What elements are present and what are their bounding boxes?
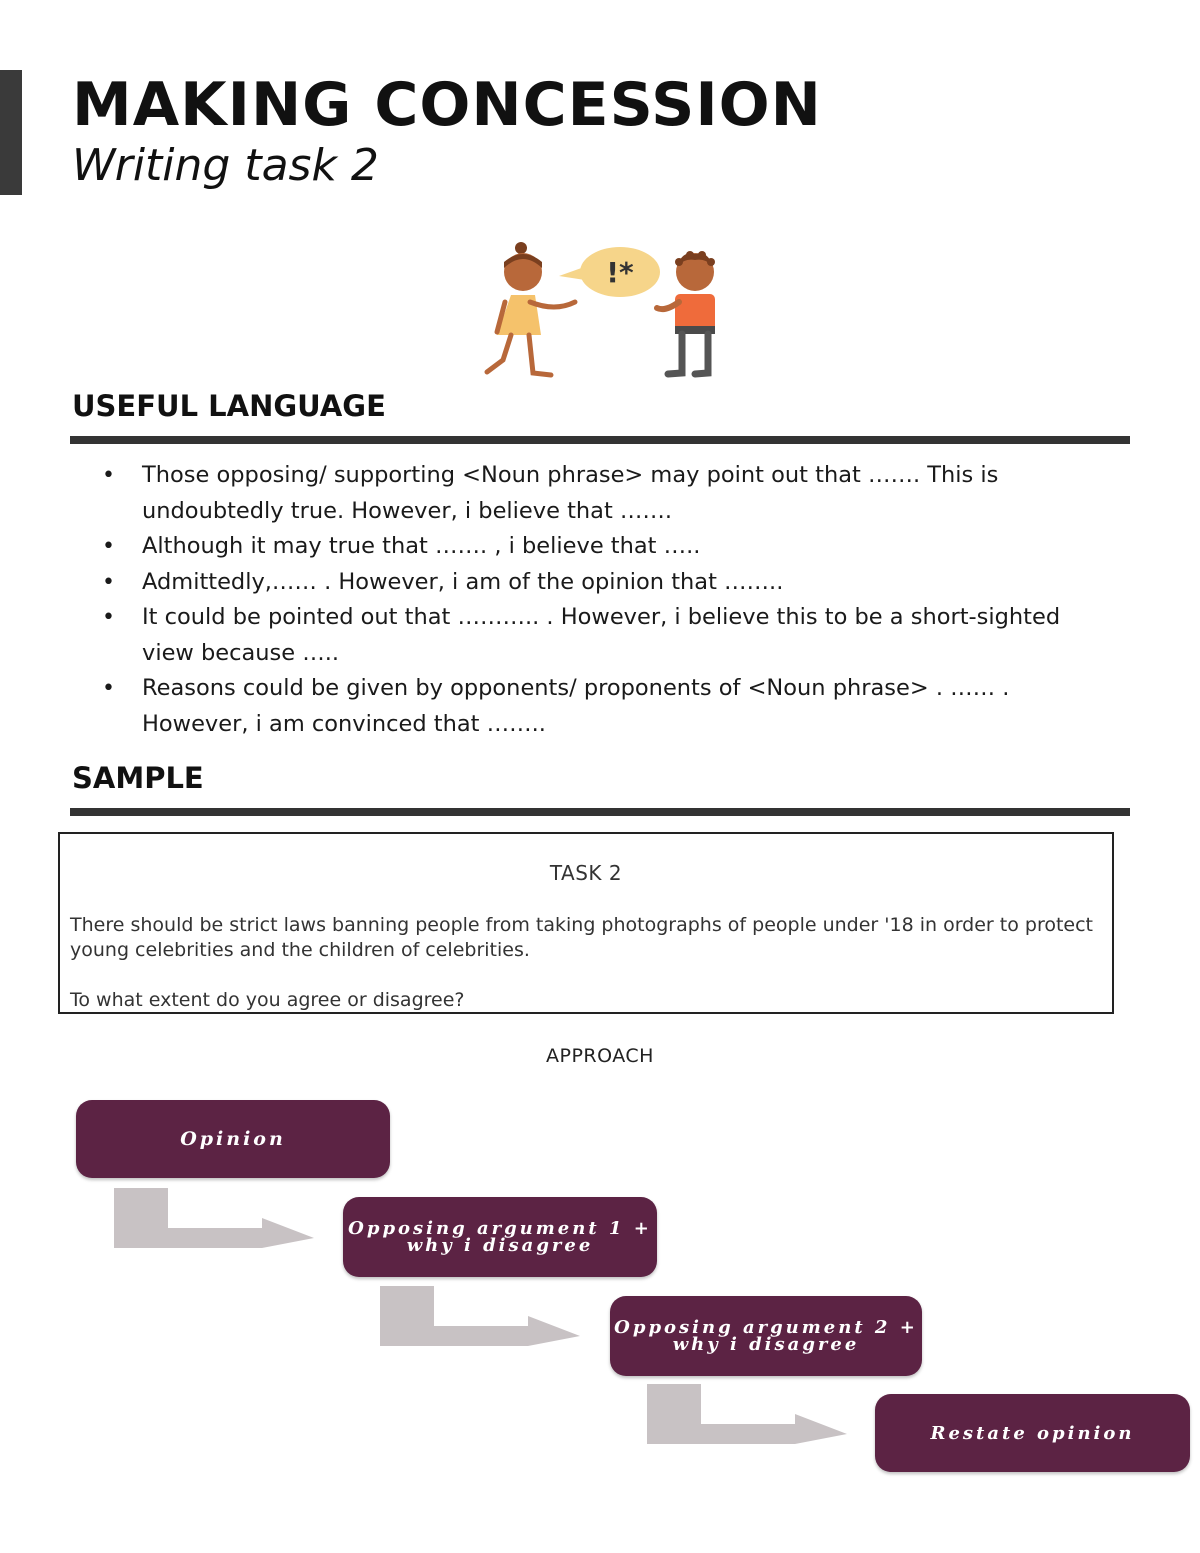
person-right	[657, 251, 715, 374]
approach-label: APPROACH	[546, 1045, 654, 1067]
page-subtitle: Writing task 2	[72, 140, 379, 191]
svg-text:!*: !*	[606, 256, 634, 289]
flow-arrow-icon	[378, 1284, 583, 1349]
section-divider	[70, 436, 1130, 444]
task-question: To what extent do you agree or disagree?	[70, 989, 465, 1011]
list-item: • Admittedly,…… . However, i am of the opinion that ……..	[96, 565, 1116, 601]
task-prompt: There should be strict laws banning people from taking photographs of people under '18 in order to protect young celebrities and the children of celebrities.	[70, 914, 1094, 961]
flow-step-label: Opposing argument 1 + why i disagree	[348, 1218, 652, 1256]
list-item: • Although it may true that ……. , i believe that …..	[96, 529, 1116, 565]
flow-arrow-icon	[112, 1186, 317, 1251]
flow-step-label: Restate opinion	[930, 1422, 1135, 1444]
side-accent-bar	[0, 70, 22, 195]
task-title: TASK 2	[549, 861, 623, 885]
person-left	[487, 242, 575, 375]
two-people-arguing-icon	[475, 240, 735, 385]
flow-step-label: Opinion	[180, 1128, 286, 1150]
list-item: • It could be pointed out that ……….. . However, i believe this to be a short-sighted view because …..	[96, 600, 1116, 671]
list-item: • Reasons could be given by opponents/ proponents of <Noun phrase> . …… . However, i am convinced that ……..	[96, 671, 1116, 742]
flow-step-opinion	[76, 1100, 390, 1178]
flow-step-restate-opinion	[875, 1394, 1190, 1472]
flow-step-opposing-argument-2	[610, 1296, 922, 1376]
flow-step-label: Opposing argument 2 + why i disagree	[614, 1317, 918, 1355]
useful-language-list	[96, 458, 1116, 742]
section-divider	[70, 808, 1130, 816]
page-title: MAKING CONCESSION	[72, 70, 822, 140]
list-item: • Those opposing/ supporting <Noun phrase> may point out that ……. This is undoubtedly true. However, i believe that …….	[96, 458, 1116, 529]
flow-step-opposing-argument-1	[343, 1197, 657, 1277]
useful-language-heading: USEFUL LANGUAGE	[72, 389, 386, 423]
speech-bubble	[559, 247, 660, 297]
sample-heading: SAMPLE	[72, 761, 204, 795]
flow-arrow-icon	[645, 1382, 850, 1447]
task-box	[58, 832, 1114, 1014]
